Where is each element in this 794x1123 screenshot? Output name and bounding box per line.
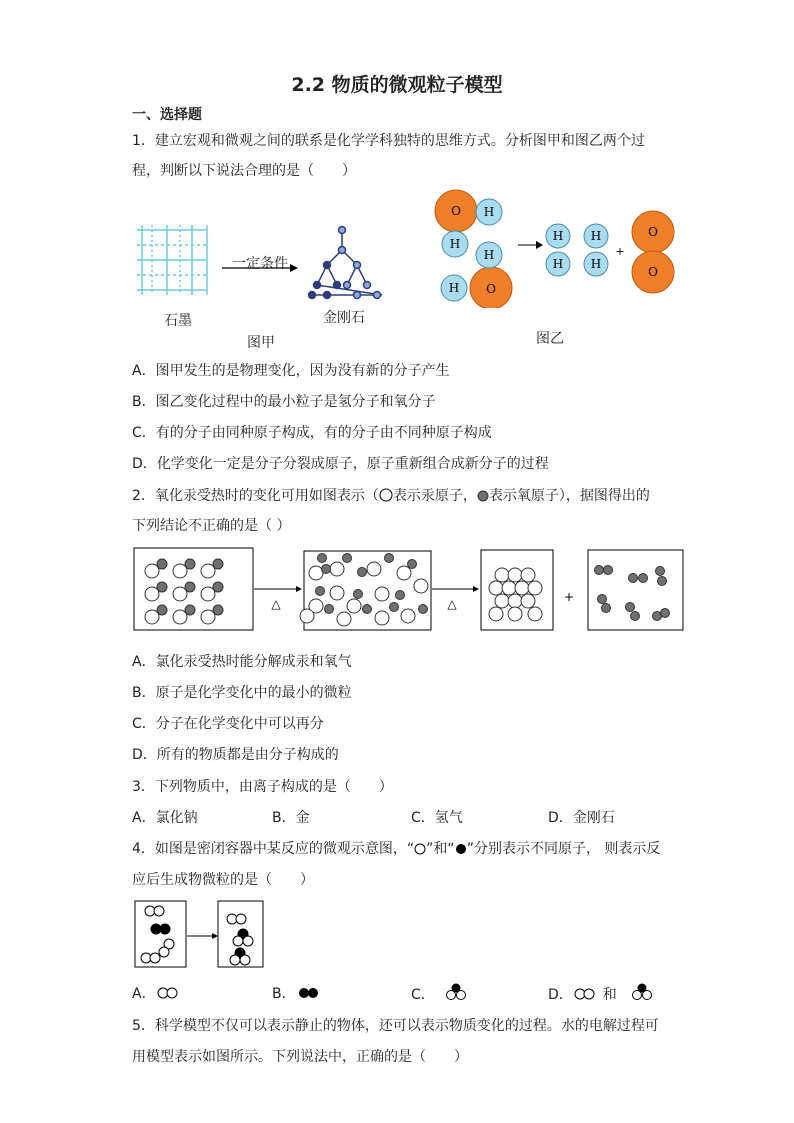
q1-option-d: D．化学变化一定是分子分裂成原子，原子重新组合成新分子的过程 — [132, 456, 549, 472]
q4-option-a-label: A． — [132, 986, 156, 1002]
q4-option-d — [548, 983, 655, 1004]
oxygen-atom — [354, 590, 363, 599]
mercury-atom — [508, 607, 522, 621]
atom-label: H — [483, 205, 495, 219]
q3-option-b: B．金 — [272, 810, 310, 826]
mercury-atom — [337, 612, 351, 626]
oxygen-atom — [598, 595, 607, 604]
oxygen-atom — [604, 566, 613, 575]
mercury-atom — [201, 564, 215, 578]
q4-option-a — [132, 983, 180, 1003]
plus-sign: + — [615, 245, 625, 258]
mercury-atom — [489, 607, 503, 621]
oxygen-atom — [396, 591, 405, 600]
heat-symbol: △ — [271, 597, 281, 611]
oxygen-atom — [213, 582, 223, 592]
oxygen-atom — [629, 574, 638, 583]
white-pair-molecule-icon — [156, 986, 180, 1000]
q2-stem-part1: 2．氧化汞受热时的变化可用如图表示（ — [132, 488, 379, 504]
figure-b-caption: 图乙 — [536, 331, 564, 347]
oxygen-atom — [639, 574, 648, 583]
mercury-atom — [145, 610, 159, 624]
mercury-atom — [502, 581, 516, 595]
oxygen-atom — [358, 568, 367, 577]
oxygen-atom — [658, 577, 667, 586]
atom-label: H — [590, 257, 602, 271]
atom-label: H — [448, 281, 460, 295]
q2-stem-line1 — [132, 485, 650, 505]
q1-option-a: A．图甲发生的是物理变化，因为没有新的分子产生 — [132, 363, 450, 379]
graphite-structure-icon — [137, 225, 207, 295]
q5-stem-line1: 5．科学模型不仅可以表示静止的物体，还可以表示物质变化的过程。水的电解过程可 — [132, 1018, 659, 1034]
mercury-atom — [508, 594, 522, 608]
oxygen-atom — [157, 559, 167, 569]
oxygen-atom — [157, 605, 167, 615]
q2-option-c: C．分子在化学变化中可以再分 — [132, 716, 324, 732]
triatomic-molecule-icon — [443, 983, 469, 1001]
oxygen-atom — [325, 605, 334, 614]
mercury-atom-icon — [379, 488, 393, 502]
q1-option-b: B．图乙变化过程中的最小粒子是氢分子和氧分子 — [132, 394, 436, 410]
q4-stem-line2: 应后生成物微粒的是（ ） — [132, 872, 314, 888]
q4-option-b-label: B． — [272, 986, 296, 1002]
oxygen-atom — [185, 559, 195, 569]
q4-stem-line1 — [132, 838, 660, 858]
white-pair-molecule-icon — [573, 987, 597, 1001]
section-heading: 一、选择题 — [132, 107, 202, 123]
mercury-atom — [347, 599, 361, 613]
atom-label: O — [648, 265, 658, 279]
q3-option-d: D．金刚石 — [548, 810, 615, 826]
mercury-atom — [173, 610, 187, 624]
plus-sign: + — [563, 590, 575, 604]
page-title: 2.2 物质的微观粒子模型 — [291, 74, 503, 96]
q5-stem-line2: 用模型表示如图所示。下列说法中，正确的是（ ） — [132, 1049, 468, 1065]
and-word: 和 — [602, 987, 617, 1003]
oxygen-atom — [185, 605, 195, 615]
q3-option-a: A．氯化钠 — [132, 810, 198, 826]
q4-stem-part1: 4．如图是密闭容器中某反应的微观示意图，“ — [132, 841, 415, 857]
black-atom-icon — [455, 843, 467, 855]
oxygen-atom — [602, 604, 611, 613]
q4-option-d-label: D． — [548, 987, 573, 1003]
diamond-label: 金刚石 — [323, 310, 365, 326]
oxygen-atom — [316, 587, 325, 596]
q1-option-c: C．有的分子由同种原子构成，有的分子由不同种原子构成 — [132, 425, 492, 441]
mercury-atom — [495, 594, 509, 608]
mercury-atom — [495, 568, 509, 582]
mercury-oxide-figure — [132, 546, 687, 634]
oxygen-atom — [631, 612, 640, 621]
q4-option-c-label: C． — [411, 987, 435, 1003]
oxygen-atom — [157, 582, 167, 592]
q1-stem-line1: 1．建立宏观和微观之间的联系是化学学科独特的思维方式。分析图甲和图乙两个过 — [132, 133, 645, 149]
oxygen-atom — [322, 565, 331, 574]
atom-label: H — [449, 237, 461, 251]
q2-option-a: A．氯化汞受热时能分解成汞和氧气 — [132, 654, 352, 670]
oxygen-atom — [213, 605, 223, 615]
graphite-label: 石墨 — [164, 313, 192, 329]
mercury-atom — [173, 587, 187, 601]
figure-a-caption: 图甲 — [247, 335, 275, 351]
triatomic-molecule-icon — [629, 983, 655, 1001]
mercury-atom — [375, 587, 389, 601]
water-decomposition-figure — [430, 188, 682, 308]
oxygen-atom — [213, 559, 223, 569]
q2-stem-part3: 表示氧原子），据图得出的 — [488, 488, 650, 504]
mercury-atom — [145, 587, 159, 601]
mercury-atom — [201, 610, 215, 624]
oxygen-atom — [408, 560, 417, 569]
q4-option-b — [272, 983, 322, 1003]
mercury-atom — [375, 611, 389, 625]
heat-symbol: △ — [447, 597, 457, 611]
mercury-atom — [397, 566, 411, 580]
mercury-atom — [300, 609, 314, 623]
q2-stem-line2: 下列结论不正确的是（ ） — [132, 518, 291, 534]
mercury-atom — [401, 609, 415, 623]
oxygen-atom — [390, 603, 399, 612]
atom-label: O — [486, 282, 496, 296]
mercury-atom — [508, 568, 522, 582]
mercury-atom — [414, 579, 428, 593]
mercury-atom — [367, 562, 381, 576]
oxygen-atom — [318, 554, 327, 563]
q3-option-c: C．氢气 — [411, 810, 463, 826]
reaction-microscopic-figure — [134, 900, 266, 970]
oxygen-atom — [185, 582, 195, 592]
oxygen-atom — [656, 567, 665, 576]
q4-stem-part3: ”分别表示不同原子， 则表示反 — [466, 841, 661, 857]
oxygen-atom — [419, 605, 428, 614]
q4-stem-part2: ”和“ — [426, 841, 455, 857]
oxygen-atom — [385, 554, 394, 563]
oxygen-atom — [595, 566, 604, 575]
mercury-atom — [330, 562, 344, 576]
oxygen-atom-icon — [477, 490, 489, 502]
mercury-atom — [173, 564, 187, 578]
atom-label: O — [451, 204, 461, 218]
mercury-atom — [330, 586, 344, 600]
mercury-atom — [528, 581, 542, 595]
q1-stem-line2: 程，判断以下说法合理的是（ ） — [132, 163, 356, 179]
q4-option-c — [411, 983, 469, 1004]
mercury-atom — [309, 566, 323, 580]
q2-option-d: D．所有的物质都是由分子构成的 — [132, 747, 339, 763]
reaction-arrow-head — [536, 241, 543, 249]
oxygen-atom — [661, 609, 670, 618]
oxygen-atom — [343, 554, 352, 563]
mercury-atom — [489, 581, 503, 595]
reaction-arrow-head — [290, 264, 298, 272]
atom-label: H — [552, 257, 564, 271]
oxygen-atom — [626, 603, 635, 612]
atom-label: H — [590, 229, 602, 243]
mercury-atom — [201, 587, 215, 601]
atom-label: H — [552, 229, 564, 243]
white-atom-icon — [414, 843, 426, 855]
q2-stem-part2: 表示汞原子， — [392, 488, 477, 504]
q3-stem: 3．下列物质中，由离子构成的是（ ） — [132, 779, 393, 795]
atom-label: H — [483, 248, 495, 262]
mercury-atom — [521, 594, 535, 608]
mercury-atom — [145, 564, 159, 578]
diamond-structure-icon — [309, 227, 383, 299]
mercury-atom — [528, 607, 542, 621]
mercury-atom — [521, 568, 535, 582]
q2-option-b: B．原子是化学变化中的最小的微粒 — [132, 685, 352, 701]
mercury-atom — [515, 581, 529, 595]
condition-label: 一定条件 — [232, 256, 288, 272]
black-pair-molecule-icon — [296, 986, 322, 1000]
atom-label: O — [648, 225, 658, 239]
oxygen-atom — [363, 605, 372, 614]
